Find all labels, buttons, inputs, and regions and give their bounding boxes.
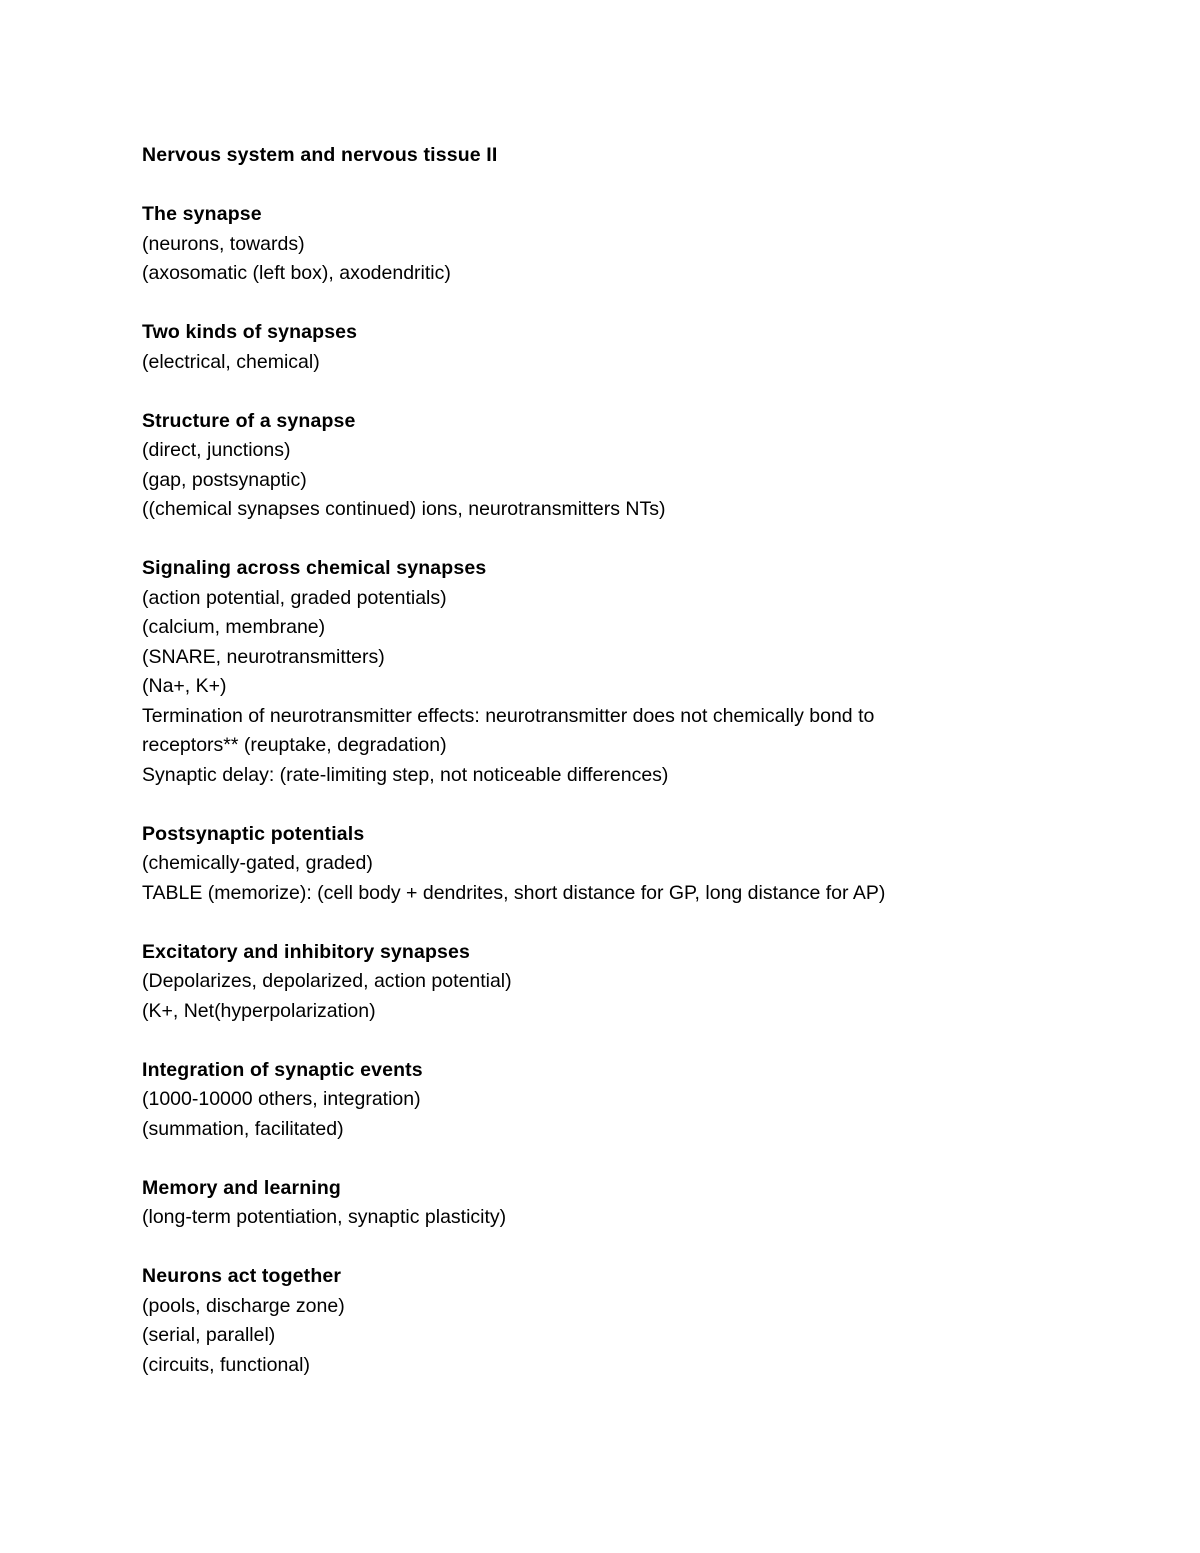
- document-title: Nervous system and nervous tissue II: [142, 144, 498, 166]
- section-line: (long-term potentiation, synaptic plasticity): [142, 1206, 507, 1228]
- section-heading: Neurons act together: [142, 1265, 342, 1287]
- section-line: (calcium, membrane): [142, 616, 326, 638]
- section-heading: Two kinds of synapses: [142, 321, 358, 343]
- section-line: (K+, Net(hyperpolarization): [142, 999, 376, 1022]
- section-line: (summation, facilitated): [142, 1117, 344, 1140]
- section: [142, 318, 1042, 377]
- sections-container: [142, 200, 1042, 1380]
- section-line: Synaptic delay: (rate-limiting step, not noticeable differences): [142, 763, 669, 786]
- section: [142, 407, 1042, 525]
- section-line: Termination of neurotransmitter effects: neurotransmitter does not chemically bond to: [142, 704, 875, 727]
- section-line: (Depolarizes, depolarized, action potential): [142, 970, 512, 992]
- document-page: [142, 141, 1042, 1380]
- section-line: (1000-10000 others, integration): [142, 1088, 421, 1110]
- section-line: (chemically-gated, graded): [142, 852, 373, 874]
- section: [142, 938, 1042, 1027]
- section-heading: Postsynaptic potentials: [142, 822, 365, 845]
- section: [142, 1262, 1042, 1380]
- section-line: (direct, junctions): [142, 439, 291, 461]
- section-heading: The synapse: [142, 203, 262, 225]
- section-line: (neurons, towards): [142, 232, 305, 255]
- section-line: ((chemical synapses continued) ions, neurotransmitters NTs): [142, 498, 666, 520]
- section-heading: Signaling across chemical synapses: [142, 557, 487, 579]
- section-line: (SNARE, neurotransmitters): [142, 645, 385, 668]
- section-line: (electrical, chemical): [142, 350, 320, 373]
- section-line: (axosomatic (left box), axodendritic): [142, 262, 451, 284]
- section: [142, 200, 1042, 289]
- section-heading: Excitatory and inhibitory synapses: [142, 940, 471, 963]
- section-line: receptors** (reuptake, degradation): [142, 734, 447, 756]
- section: [142, 554, 1042, 790]
- section-line: (pools, discharge zone): [142, 1294, 345, 1317]
- section-line: (Na+, K+): [142, 675, 227, 697]
- section-heading: Integration of synaptic events: [142, 1058, 423, 1081]
- section-line: (action potential, graded potentials): [142, 586, 447, 609]
- section: [142, 820, 1042, 909]
- section-heading: Structure of a synapse: [142, 409, 356, 432]
- section-line: (circuits, functional): [142, 1353, 310, 1376]
- section-heading: Memory and learning: [142, 1176, 341, 1199]
- section-line: TABLE (memorize): (cell body + dendrites, short distance for GP, long distance for AP): [142, 881, 886, 904]
- section-line: (gap, postsynaptic): [142, 468, 307, 491]
- section: [142, 1174, 1042, 1233]
- section: [142, 1056, 1042, 1145]
- section-line: (serial, parallel): [142, 1324, 276, 1346]
